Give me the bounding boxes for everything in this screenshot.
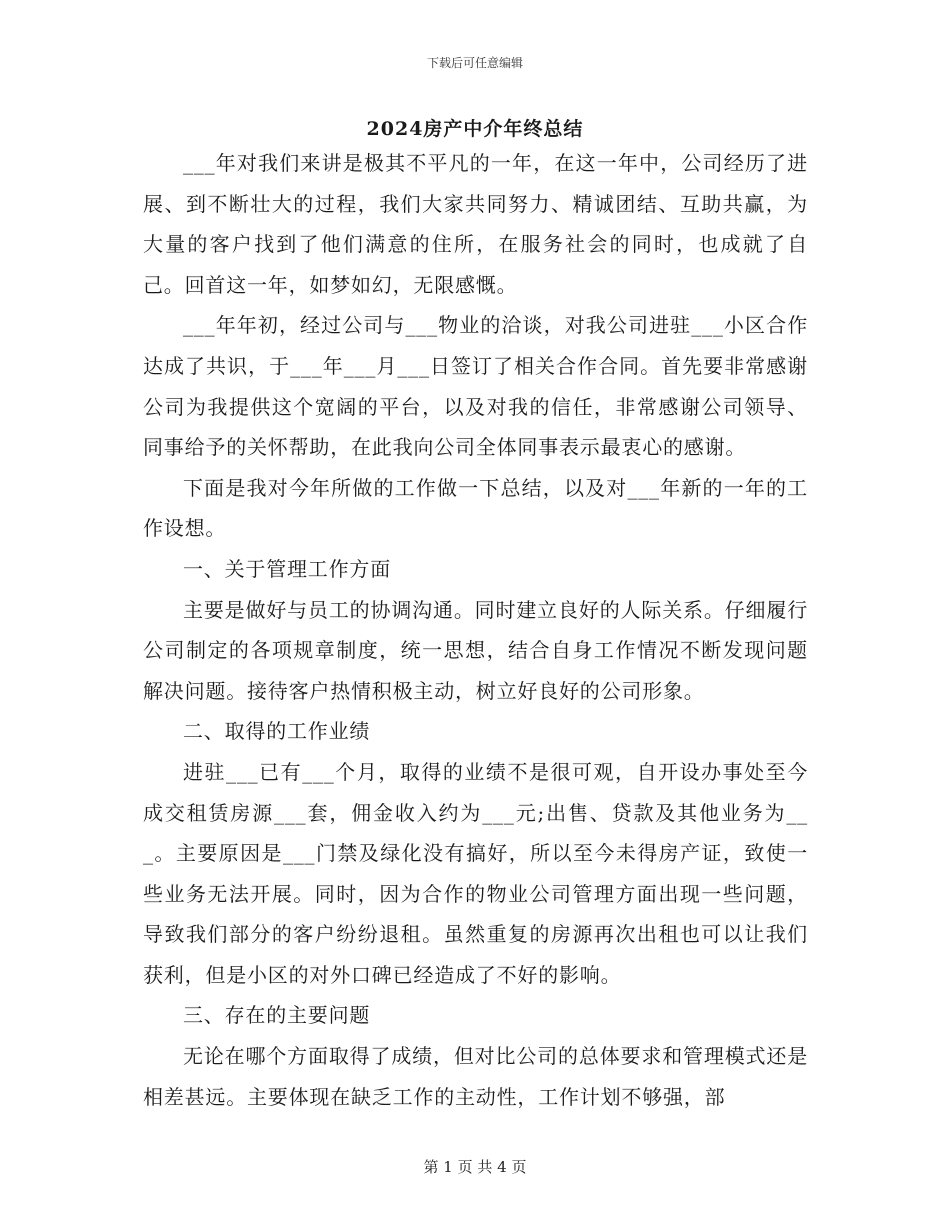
paragraph-management: 主要是做好与员工的协调沟通。同时建立良好的人际关系。仔细履行公司制定的各项规章制度，统一思想，结合自身工作情况不断发现问题解决问题。接待客户热情积极主动，树立好良好的公司形象。 xyxy=(143,597,808,703)
page-number: 第 1 页 共 4 页 xyxy=(423,1158,527,1176)
document-title: 2024房产中介年终总结 xyxy=(366,118,584,140)
document-body xyxy=(143,143,808,1117)
section-heading-achievements: 二、取得的工作业绩 xyxy=(183,719,371,744)
paragraph-summary-intro: 下面是我对今年所做的工作做一下总结，以及对___年新的一年的工作设想。 xyxy=(143,475,808,541)
section-heading-management: 一、关于管理工作方面 xyxy=(183,556,391,581)
header-note: 下载后可任意编辑 xyxy=(426,56,523,70)
paragraph-intro: ___年对我们来讲是极其不平凡的一年，在这一年中，公司经历了进展、到不断壮大的过程，我们大家共同努力、精诚团结、互助共赢，为大量的客户找到了他们满意的住所，在服务社会的同时，也成就了自己。回首这一年，如梦如幻，无限感慨。 xyxy=(143,151,808,297)
paragraph-achievements: 进驻___已有___个月，取得的业绩不是很可观，自开设办事处至今成交租赁房源___套，佣金收入约为___元;出售、贷款及其他业务为___。主要原因是___门禁及绿化没有搞好，所以至今未得房产证，致使一些业务无法开展。同时，因为合作的物业公司管理方面出现一些问题，导致我们部分的客户纷纷退租。虽然重复的房源再次出租也可以让我们获利，但是小区的对外口碑已经造成了不好的影响。 xyxy=(143,759,808,987)
paragraph-cooperation: ___年年初，经过公司与___物业的洽谈，对我公司进驻___小区合作达成了共识，于___年___月___日签订了相关合作合同。首先要非常感谢公司为我提供这个宽阔的平台，以及对我的信任，非常感谢公司领导、同事给予的关怀帮助，在此我向公司全体同事表示最衷心的感谢。 xyxy=(143,313,808,460)
section-heading-problems: 三、存在的主要问题 xyxy=(183,1003,371,1028)
paragraph-problems: 无论在哪个方面取得了成绩，但对比公司的总体要求和管理模式还是相差甚远。主要体现在缺乏工作的主动性，工作计划不够强，部 xyxy=(143,1044,808,1109)
